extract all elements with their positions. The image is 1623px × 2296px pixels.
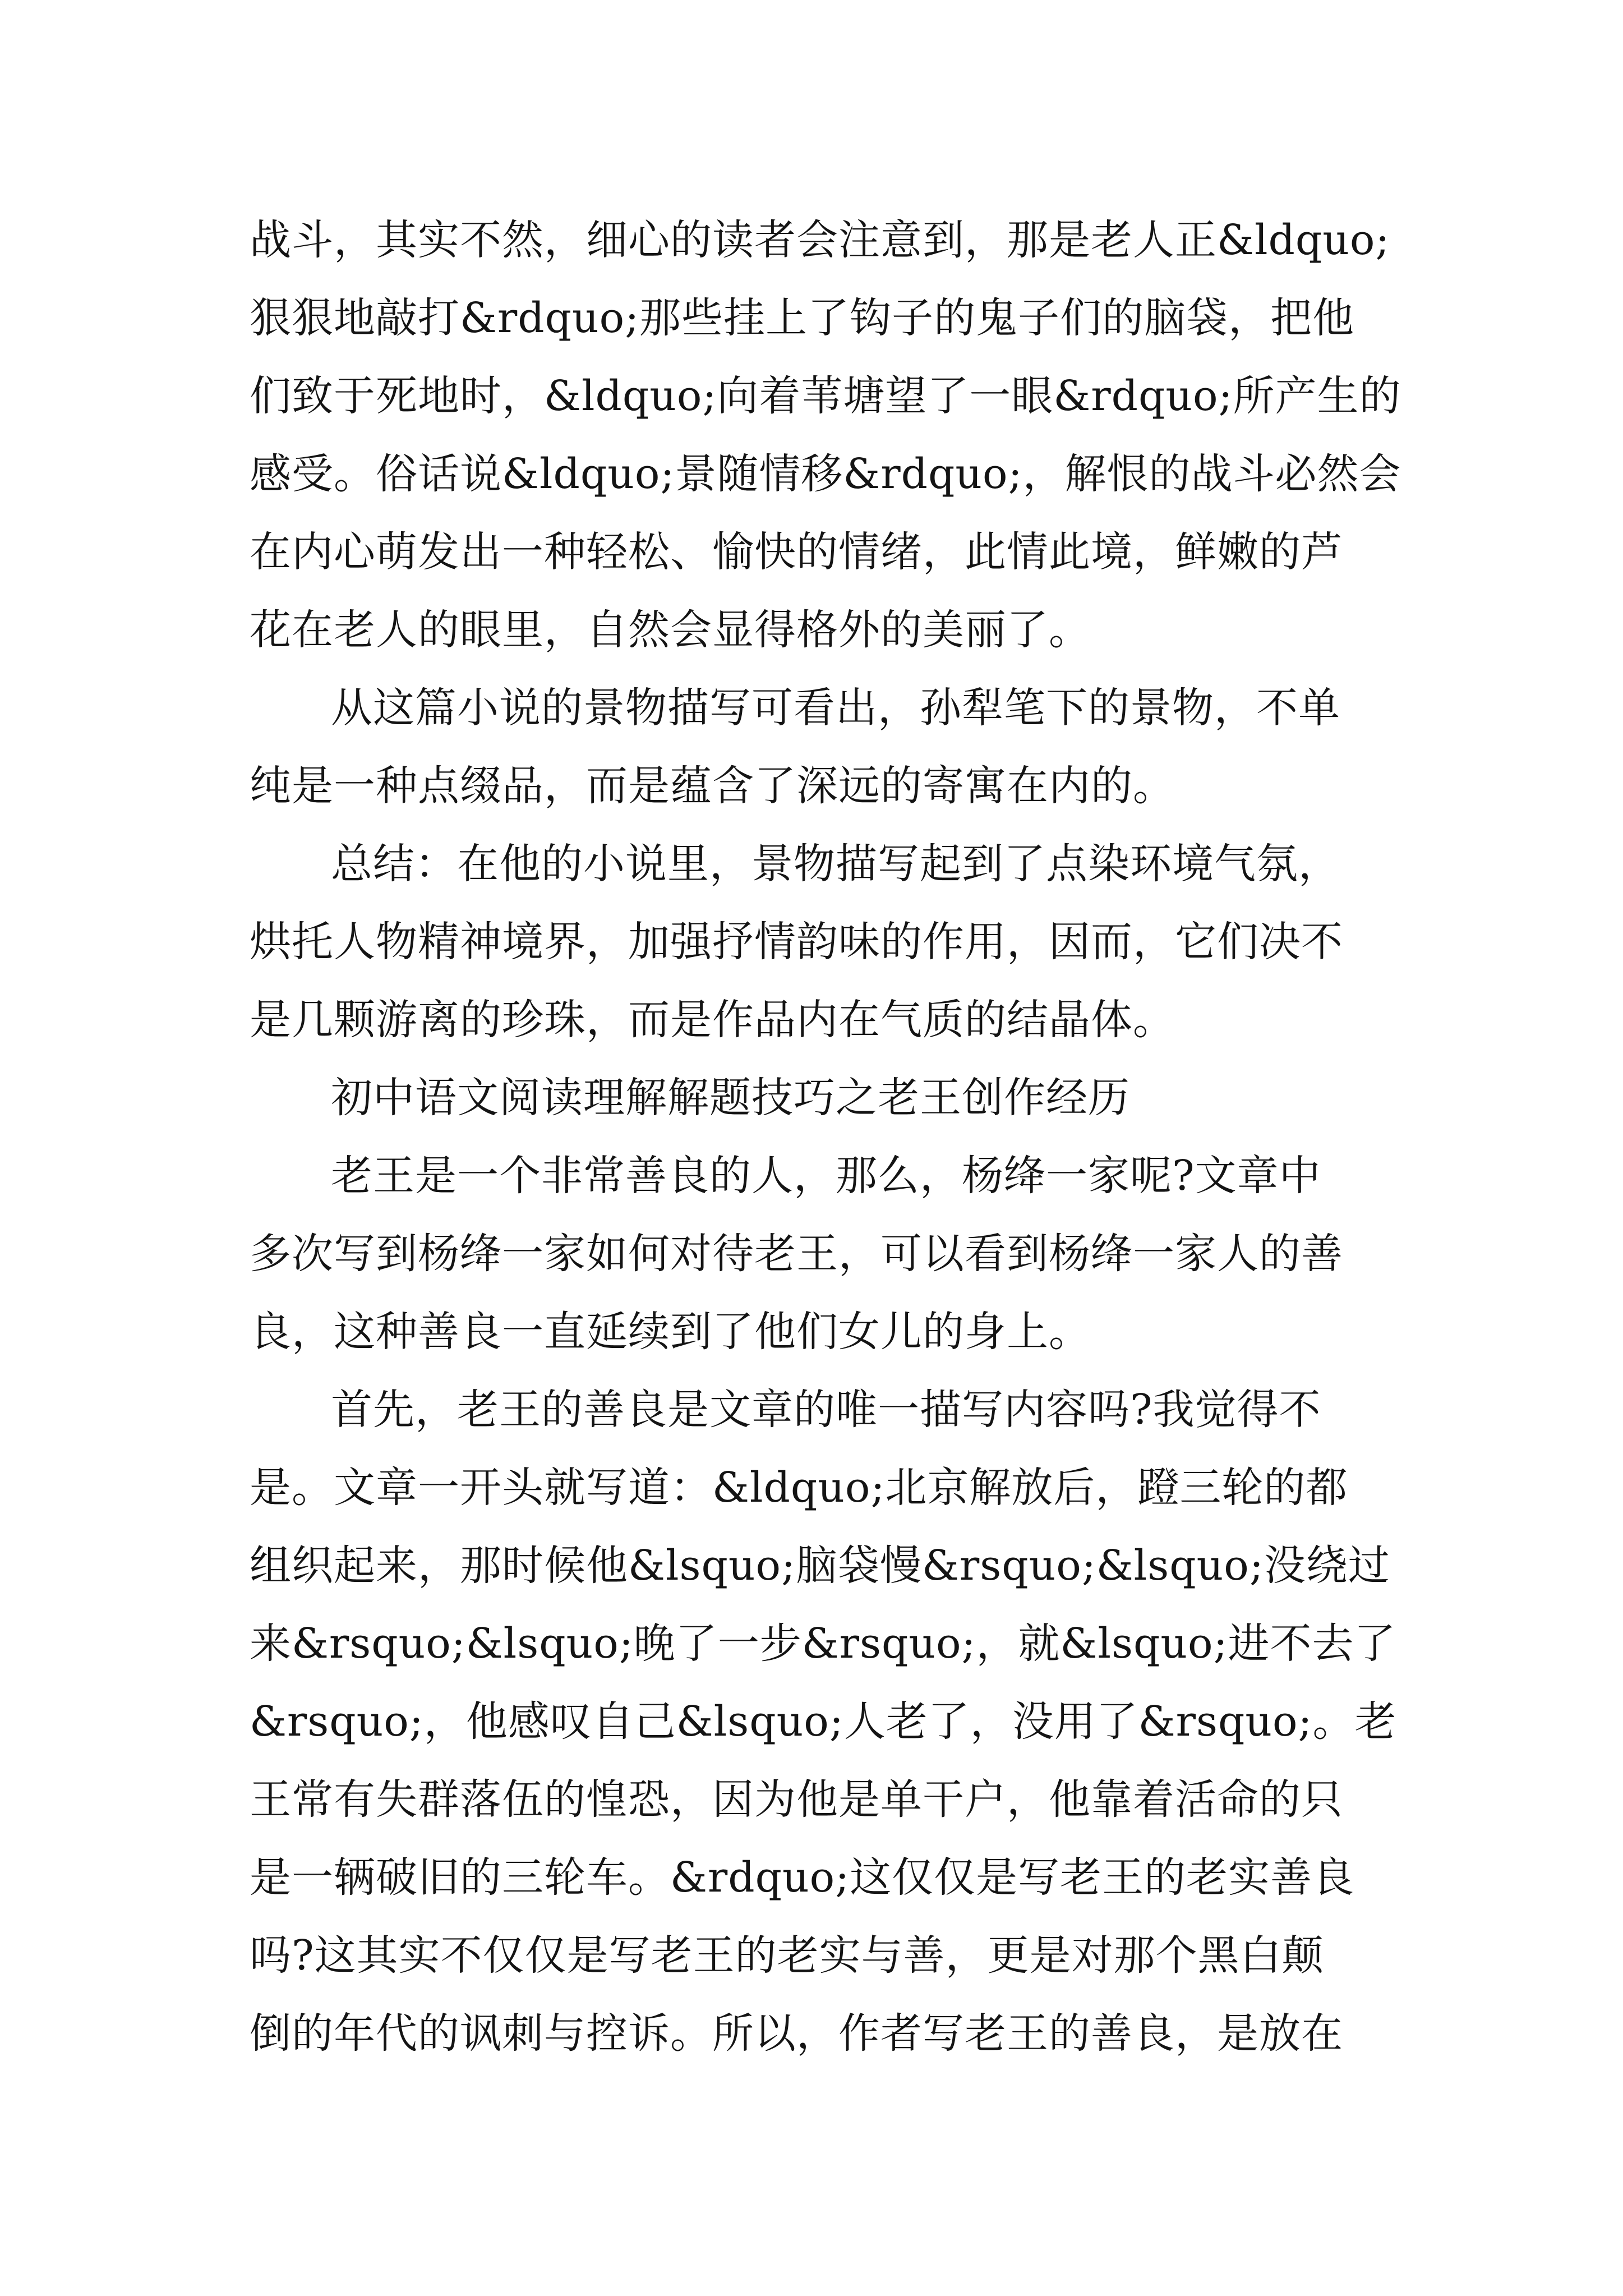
paragraph-first-line: 老王是一个非常善良的人，那么，杨绛一家呢?文章中 (331, 1152, 1321, 1200)
text-line: 烘托人物精神境界，加强抒情韵味的作用，因而，它们决不 (250, 918, 1343, 966)
paragraph-first-line: 首先，老王的善良是文章的唯一描写内容吗?我觉得不 (331, 1386, 1321, 1434)
text-line: 倒的年代的讽刺与控诉。所以，作者写老王的善良，是放在 (250, 2009, 1343, 2058)
text-line: 吗?这其实不仅仅是写老王的老实与善，更是对那个黑白颠 (250, 1931, 1324, 1980)
section-heading: 初中语文阅读理解解题技巧之老王创作经历 (331, 1074, 1130, 1122)
text-line: 狠狠地敲打&rdquo;那些挂上了钩子的鬼子们的脑袋，把他 (250, 294, 1355, 342)
text-line: 良，这种善良一直延续到了他们女儿的身上。 (250, 1308, 1091, 1356)
paragraph-first-line: 总结：在他的小说里，景物描写起到了点染环境气氛， (331, 840, 1340, 888)
text-line: 花在老人的眼里，自然会显得格外的美丽了。 (250, 606, 1091, 654)
text-line: 多次写到杨绛一家如何对待老王，可以看到杨绛一家人的善 (250, 1230, 1343, 1278)
text-line: 感受。俗话说&ldquo;景随情移&rdquo;，解恨的战斗必然会 (250, 450, 1401, 498)
text-line: 们致于死地时，&ldquo;向着苇塘望了一眼&rdquo;所产生的 (250, 372, 1401, 420)
text-line: 是。文章一开头就写道：&ldquo;北京解放后，蹬三轮的都 (250, 1464, 1348, 1512)
text-line: 王常有失群落伍的惶恐，因为他是单干户，他靠着活命的只 (250, 1775, 1343, 1824)
text-line: 来&rsquo;&lsquo;晚了一步&rsquo;，就&lsquo;进不去了 (250, 1619, 1396, 1668)
text-line: 纯是一种点缀品，而是蕴含了深远的寄寓在内的。 (250, 762, 1175, 810)
text-line: 是几颗游离的珍珠，而是作品内在气质的结晶体。 (250, 996, 1175, 1044)
text-line: &rsquo;，他感叹自己&lsquo;人老了，没用了&rsquo;。老 (250, 1697, 1397, 1746)
text-line: 战斗，其实不然，细心的读者会注意到，那是老人正&ldquo; (250, 216, 1390, 264)
text-line: 在内心萌发出一种轻松、愉快的情绪，此情此境，鲜嫩的芦 (250, 528, 1343, 576)
text-line: 是一辆破旧的三轮车。&rdquo;这仅仅是写老王的老实善良 (250, 1853, 1355, 1902)
text-line: 组织起来，那时候他&lsquo;脑袋慢&rsquo;&lsquo;没绕过 (250, 1542, 1390, 1590)
paragraph-first-line: 从这篇小说的景物描写可看出，孙犁笔下的景物，不单 (331, 684, 1340, 732)
